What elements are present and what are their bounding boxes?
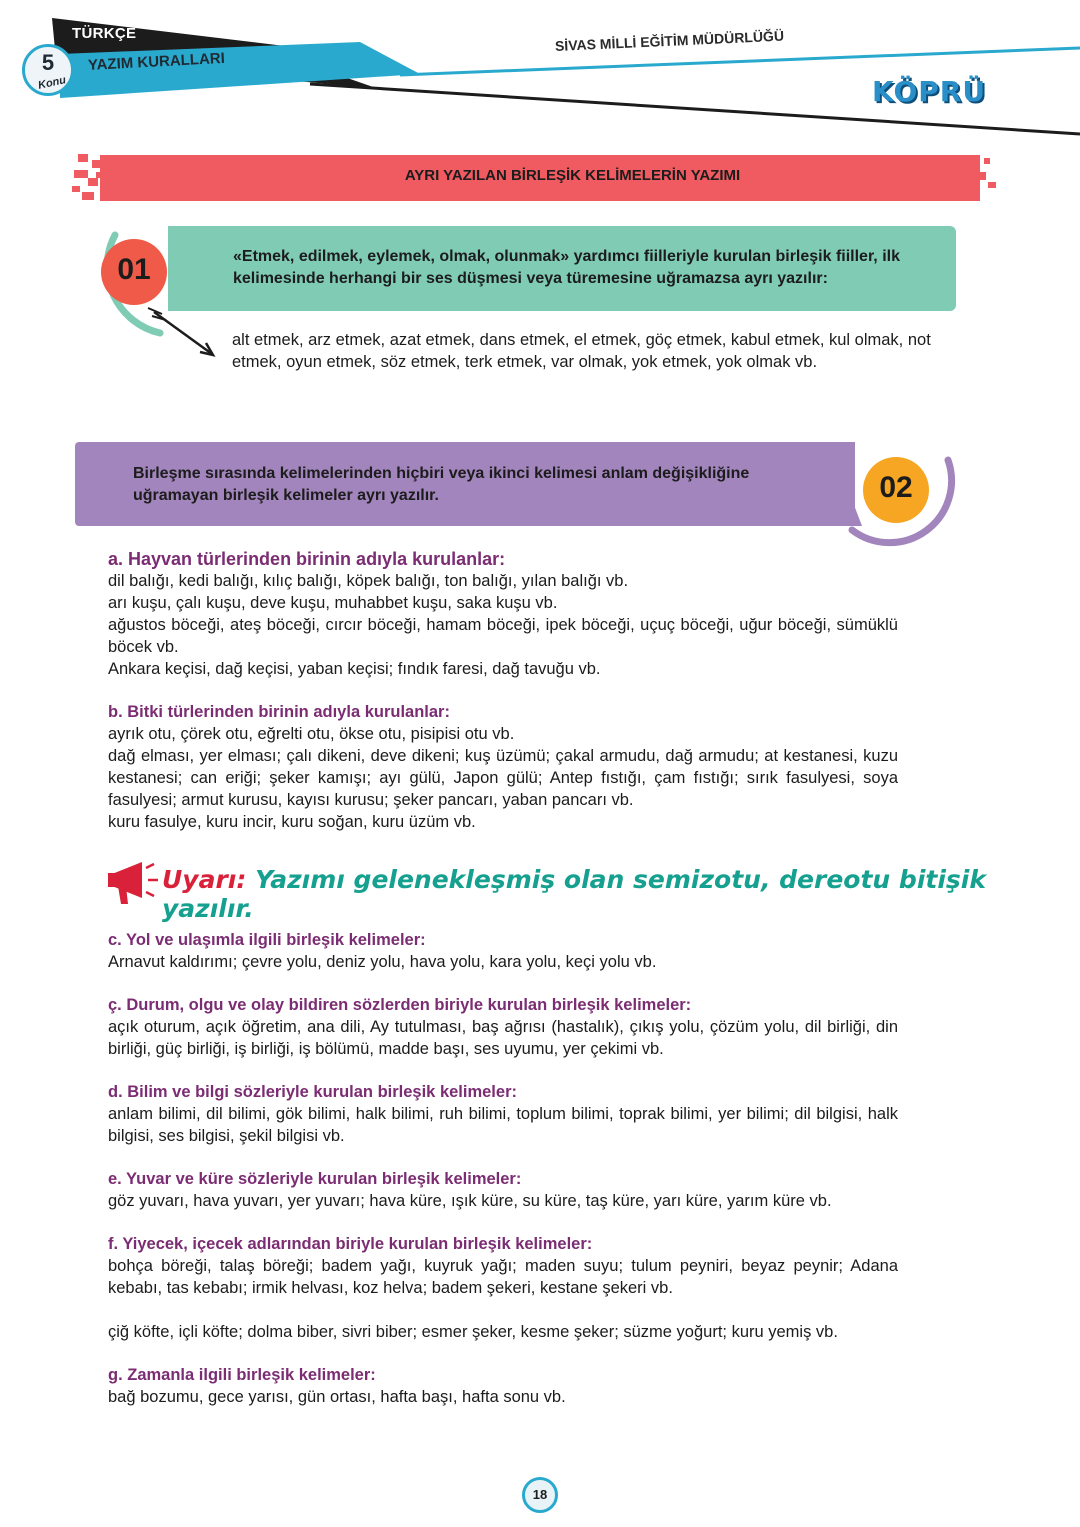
warning-note — [162, 865, 1080, 923]
section-c-cedilla — [108, 994, 898, 1060]
section-c-cedilla-line: açık oturum, açık öğretim, ana dili, Ay tutulması, baş ağrısı (hastalık), çıkış yolu, çözüm yolu, dil birliği, din birliği, güç birliği, iş birliği, iş bölümü, madde başı, ses uyumu, yer çekimi vb. — [108, 1018, 898, 1058]
section-c-heading: c. Yol ve ulaşımla ilgili birleşik kelimeler: — [108, 931, 426, 949]
section-a-heading: a. Hayvan türlerinden birinin adıyla kurulanlar: — [108, 549, 506, 569]
kopru-logo: KÖPRÜ — [872, 75, 987, 108]
unit-title: YAZIM KURALLARI — [87, 49, 226, 74]
section-e-line: göz yuvarı, hava yuvarı, yer yuvarı; hava küre, ışık küre, su küre, taş küre, yarı küre, yarım küre vb. — [108, 1192, 832, 1210]
section-f — [108, 1233, 898, 1343]
section-a-line: Ankara keçisi, dağ keçisi, yaban keçisi; fındık faresi, dağ tavuğu vb. — [108, 660, 601, 678]
section-g-heading: g. Zamanla ilgili birleşik kelimeler: — [108, 1366, 376, 1384]
section-e-heading: e. Yuvar ve küre sözleriyle kurulan birleşik kelimeler: — [108, 1170, 522, 1188]
section-f-heading: f. Yiyecek, içecek adlarından biriyle kurulan birleşik kelimeler: — [108, 1235, 593, 1253]
section-c — [108, 929, 898, 973]
section-b-line: dağ elması, yer elması; çalı dikeni, deve dikeni; kuş üzümü; çakal armudu, dağ armudu; at kestanesi, kuzu kestanesi; can eriği; şeker kamışı; ayı gülü, Japon gülü; Antep fıstığı, çam fıstığı; sırık fasulyesi, soya fasulyesi; armut kurusu, kayısı kurusu; şeker pancarı, yaban pancarı vb. — [108, 747, 898, 809]
section-f-line: çiğ köfte, içli köfte; dolma biber, sivri biber; esmer şeker, kesme şeker; süzme yoğurt; kuru yemiş vb. — [108, 1323, 838, 1341]
section-a-line: arı kuşu, çalı kuşu, deve kuşu, muhabbet kuşu, saka kuşu vb. — [108, 594, 558, 612]
section-b-line: kuru fasulye, kuru incir, kuru soğan, kuru üzüm vb. — [108, 813, 476, 831]
section-title: AYRI YAZILAN BİRLEŞİK KELİMELERİN YAZIMI — [404, 167, 741, 184]
section-a-line: ağustos böceği, ateş böceği, cırcır böceği, hamam böceği, ipek böceği, uçuç böceği, uğur böceği, sümüklü böcek vb. — [108, 616, 898, 656]
section-a-line: dil balığı, kedi balığı, kılıç balığı, köpek balığı, ton balığı, yılan balığı vb. — [108, 572, 629, 590]
rule1-examples: alt etmek, arz etmek, azat etmek, dans etmek, el etmek, göç etmek, kabul etmek, kul olmak, not etmek, oyun etmek, söz etmek, terk etmek, var olmak, yok etmek, yok olmak vb. — [232, 331, 931, 371]
subject-label: TÜRKÇE — [72, 25, 137, 42]
rule1-number: 01 — [117, 253, 151, 286]
megaphone-icon — [106, 858, 162, 908]
section-e — [108, 1168, 898, 1212]
section-b — [108, 701, 898, 833]
section-d — [108, 1081, 898, 1147]
page-number: 18 — [532, 1487, 548, 1502]
publisher-name: SİVAS MİLLİ EĞİTİM MÜDÜRLÜĞÜ — [554, 27, 785, 54]
warning-text: Yazımı gelenekleşmiş olan semizotu, dereotu bitişik yazılır. — [162, 865, 986, 923]
rule2-number: 02 — [879, 471, 913, 504]
section-a — [108, 548, 898, 680]
section-c-line: Arnavut kaldırımı; çevre yolu, deniz yolu, hava yolu, kara yolu, keçi yolu vb. — [108, 953, 657, 971]
rule2-text: Birleşme sırasında kelimelerinden hiçbiri veya ikinci kelimesi anlam değişikliğine uğramayan birleşik kelimeler ayrı yazılır. — [133, 465, 750, 504]
section-b-heading: b. Bitki türlerinden birinin adıyla kurulanlar: — [108, 703, 450, 721]
unit-label: Konu — [37, 74, 68, 92]
section-c-cedilla-heading: ç. Durum, olgu ve olay bildiren sözlerden biriyle kurulan birleşik kelimeler: — [108, 996, 692, 1014]
section-f-line: bohça böreği, talaş böreği; badem yağı, kuyruk yağı; maden suyu; tulum peyniri, beyaz peynir; Adana kebabı, tas kebabı; irmik helvası, koz helva; badem şekeri, kestane şekeri vb. — [108, 1257, 898, 1297]
section-g-line: bağ bozumu, gece yarısı, gün ortası, hafta başı, hafta sonu vb. — [108, 1388, 566, 1406]
section-b-line: ayrık otu, çörek otu, eğrelti otu, ökse otu, pisipisi otu vb. — [108, 725, 515, 743]
section-d-line: anlam bilimi, dil bilimi, gök bilimi, halk bilimi, ruh bilimi, toplum bilimi, toprak bilimi, yer bilimi; dil bilgisi, halk bilgisi, ses bilgisi, şekil bilgisi vb. — [108, 1105, 898, 1145]
rule1-text: «Etmek, edilmek, eylemek, olmak, olunmak» yardımcı fiilleriyle kurulan birleşik fiiller, ilk kelimesinde herhangi bir ses düşmesi veya türemesine uğramazsa ayrı yazılır: — [233, 248, 900, 287]
unit-number: 5 — [41, 50, 55, 75]
section-d-heading: d. Bilim ve bilgi sözleriyle kurulan birleşik kelimeler: — [108, 1083, 517, 1101]
warning-label: Uyarı: — [162, 865, 247, 894]
section-g — [108, 1364, 898, 1408]
